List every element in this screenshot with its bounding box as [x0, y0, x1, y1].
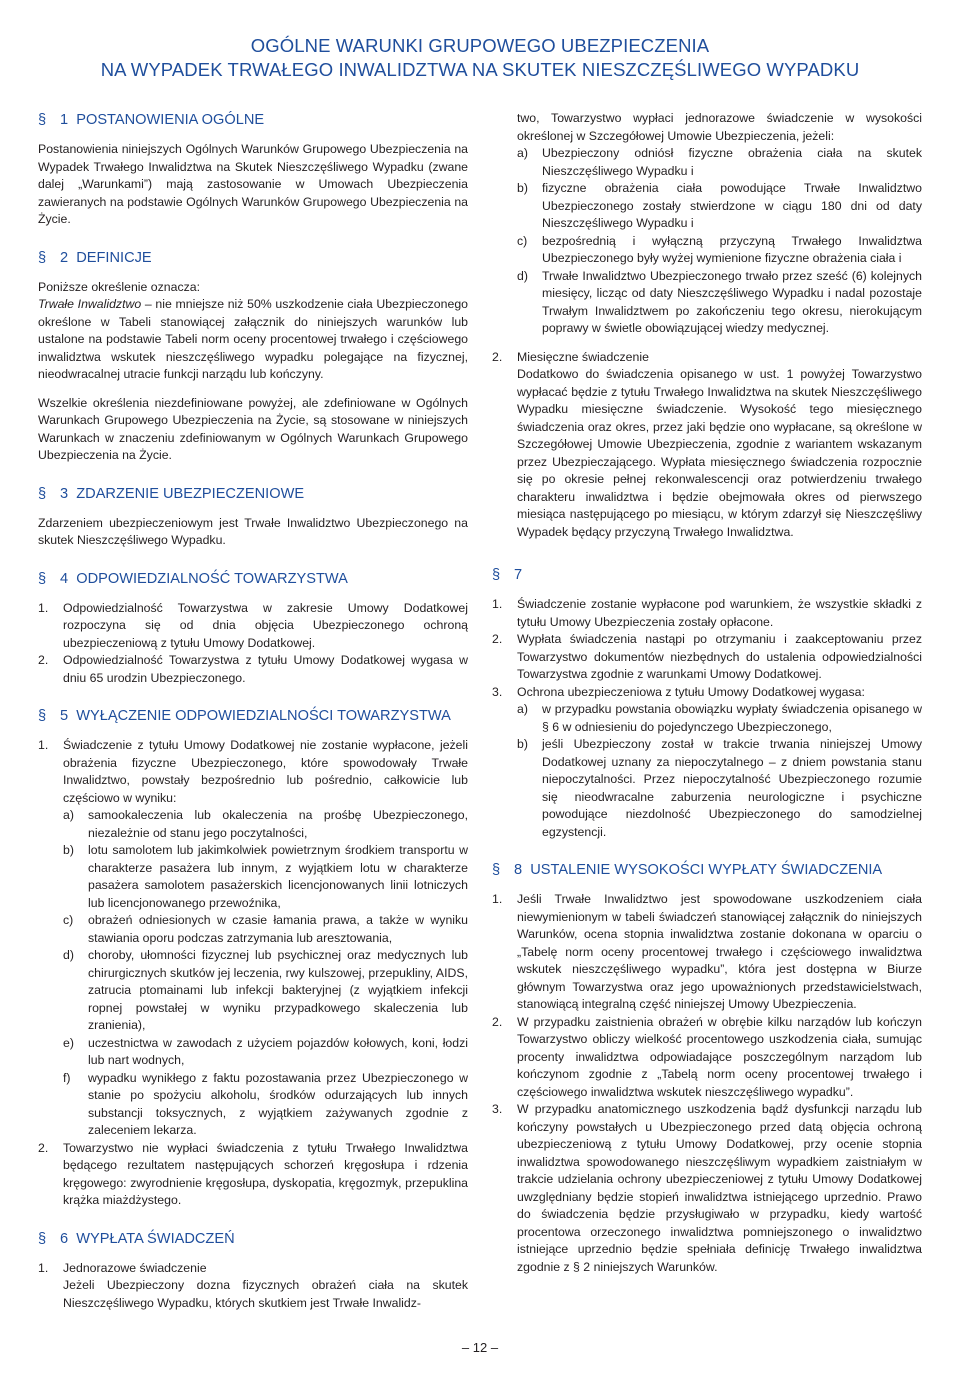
section-8-title: USTALENIE WYSOKOŚCI WYPŁATY ŚWIADCZENIA	[530, 862, 883, 878]
section-5-heading	[38, 706, 468, 726]
sub-list-item: a) w przypadku powstania obowiązku wypłaty świadczenia opisanego w § 6 w odniesieniu do pojedynczego Ubezpieczonego,	[517, 702, 922, 734]
section-5-number: 5	[60, 708, 69, 724]
sub-list-item: d) choroby, ułomności fizycznej lub psychicznej oraz medycznych lub chirurgicznych skutków jej leczenia, rwy kulszowej, przepukliny, AIDS, zatrucia ptomainami lub infekcji bakteryjnej (z wyjątkiem infekcji ropnej powstałej w wyniku przypadkowego skaleczenia lub zranienia),	[63, 948, 468, 1032]
list-item: 1. Odpowiedzialność Towarzystwa w zakresie Umowy Dodatkowej rozpoczyna się od dnia objęcia Ubezpieczonego ochroną ubezpieczeniową z tytułu Umowy Dodatkowej.	[38, 600, 468, 650]
section-symbol: §	[492, 862, 501, 878]
list-item: 2. Towarzystwo nie wypłaci świadczenia z tytułu Trwałego Inwalidztwa będącego rezultatem następujących schorzeń kręgosłupa i rdzenia kręgowego: zwyrodnienie kręgosłupa, dyskopatia, kręgozmyk, przepuklina krążka miażdżystego.	[38, 1140, 468, 1207]
page-number: – 12 –	[461, 1340, 499, 1355]
definition-text: – nie mniejsze niż 50% uszkodzenie ciała Ubezpieczonego określone w Tabeli stanowiącej załącznik do niniejszych warunków lub ustalone na podstawie Tabeli norm oceny procentowej trwałego i częściowego inwalidztwa wskutek nieszczęśliwego wypadku polegające na fizycznej, nieodwracalnej utracie funkcji narządu lub kończyny.	[38, 297, 468, 381]
section-4-heading	[38, 569, 468, 589]
sub-list-item: a) samookaleczenia lub okaleczenia na prośbę Ubezpieczonego, niezależnie od stanu jego poczytalności,	[63, 808, 468, 840]
section-6-item-1-text-end: two, Towarzystwo wypłaci jednorazowe świadczenie w wysokości określonej w Szczegółowej Umowie Ubezpieczenia, jeżeli:	[517, 111, 922, 143]
list-item: 1. Świadczenie zostanie wypłacone pod warunkiem, że wszystkie składki z tytułu Umowy Ubezpieczenia zostały opłacone.	[492, 597, 922, 629]
list-item: 1. Jednorazowe świadczenie	[38, 1260, 207, 1275]
list-item: 1. Świadczenie z tytułu Umowy Dodatkowej nie zostanie wypłacone, jeżeli obrażenia fizyczne Ubezpieczonego, które spowodowały Trwałe Inwalidztwo, powstały bezpośrednio lub pośrednio, całkowicie lub częściowo w wyniku:	[38, 738, 468, 805]
list-item: 2. Miesięczne świadczenie	[492, 349, 649, 364]
section-2-intro: Poniższe określenie oznacza:	[38, 279, 200, 294]
section-6-number: 6	[60, 1230, 69, 1247]
section-5-title: WYŁĄCZENIE ODPOWIEDZIALNOŚCI TOWARZYSTWA	[76, 708, 451, 724]
document-title-line-1: OGÓLNE WARUNKI GRUPOWEGO UBEZPIECZENIA	[250, 35, 710, 56]
section-8-heading	[492, 860, 922, 880]
section-symbol: §	[492, 567, 501, 583]
list-item: 2. Wypłata świadczenia nastąpi po otrzymaniu i zaakceptowaniu przez Towarzystwo dokumentów niezbędnych do ustalenia odpowiedzialności Towarzystwa zgodnie z warunkami Umowy Dodatkowej.	[492, 632, 922, 681]
document-title	[0, 34, 960, 82]
section-2-text: Wszelkie określenia niezdefiniowane powyżej, ale zdefiniowane w Ogólnych Warunkach Grupowego Ubezpieczenia na Życie, są stosowane w niniejszych Warunkach w znaczeniu zdefiniowanym w Ogólnych Warunkach Grupowego Ubezpieczenia na Życie.	[38, 395, 468, 462]
section-3-title: ZDARZENIE UBEZPIECZENIOWE	[76, 485, 305, 502]
left-column	[38, 110, 468, 1312]
document-title-line-2: NA WYPADEK TRWAŁEGO INWALIDZTWA NA SKUTEK NIESZCZĘŚLIWEGO WYPADKU	[100, 59, 860, 80]
section-2-definition	[38, 296, 468, 384]
section-7-number: 7	[514, 567, 523, 583]
section-symbol: §	[38, 570, 47, 587]
section-symbol: §	[38, 112, 47, 128]
section-3-text: Zdarzeniem ubezpieczeniowym jest Trwałe Inwalidztwo Ubezpieczonego na skutek Nieszczęśliwego Wypadku.	[38, 515, 468, 547]
sub-list-item: d) Trwałe Inwalidztwo Ubezpieczonego trwało przez sześć (6) kolejnych miesięcy, licząc od daty Nieszczęśliwego Wypadku i nadal pozostaje Trwałym Inwalidztwem po zakończeniu tego okresu, nierokującym poprawy w świetle obowiązującej wiedzy medycznej.	[517, 268, 922, 335]
list-item: 3. W przypadku anatomicznego uszkodzenia bądź dysfunkcji narządu lub kończyny powstałych u Ubezpieczonego przed datą objęcia ochroną ubezpieczeniową z tytułu Umowy Dodatkowej, przy ocenie stopnia inwalidztwa spowodowanego nieszczęśliwym wypadkiem zaistniałym w trakcie udzielania ochrony ubezpieczeniowej z tytułu Umowy Dodatkowej uwzględniany będzie stopień inwalidztwa istniejącego uprzednio. Prawo do świadczenia będzie przysługiwało w przypadku, kiedy wartość procentowa orzeczonego inwalidztwa pomniejszonego o inwalidztwo istniejące uprzednio będzie spełniała definicję Trwałego inwalidztwa zgodnie z § 2 niniejszych Warunków.	[492, 1102, 922, 1274]
list-item: 2. W przypadku zaistnienia obrażeń w obrębie kilku narządów lub kończyn Towarzystwo obliczy wielkość procentowego uszkodzenia ciała, sumując procenty inwalidztwa odpowiadające poszczególnym narządom lub kończynom zgodnie z „Tabelą norm oceny procentowej trwałego i częściowego inwalidztwa wskutek nieszczęśliwego wypadku”.	[492, 1014, 922, 1099]
section-symbol: §	[38, 249, 47, 266]
sub-list-item: c) bezpośrednią i wyłączną przyczyną Trwałego Inwalidztwa Ubezpieczonego były wyżej wymienione fizyczne obrażenia ciała i	[517, 233, 922, 265]
section-2-heading	[38, 248, 468, 268]
sub-list-item: c) obrażeń odniesionych w czasie łamania prawa, a także w wyniku stawiania oporu podczas zatrzymania lub aresztowania,	[63, 913, 468, 945]
sub-list-item: b) lotu samolotem lub jakimkolwiek powietrznym środkiem transportu w charakterze pasażera lub innym, z wyjątkiem lotu w charakterze pasażera samolotem pasażerskich licencjonowanych linii lotniczych lub licencjonowanego przewoźnika,	[63, 843, 468, 910]
section-4-title: ODPOWIEDZIALNOŚĆ TOWARZYSTWA	[76, 570, 348, 587]
sub-list-item: b) jeśli Ubezpieczony został w trakcie trwania niniejszej Umowy Dodatkowej uznany za niepoczytalnego – z dniem powstania stanu niepoczytalności. Przez niepoczytalność Ubezpieczonego rozumie się nieodwracalne zaburzenia neurologiczne i psychiczne powodujące niezdolność Ubezpieczonego do samodzielnej egzystencji.	[517, 737, 922, 839]
section-symbol: §	[38, 1230, 47, 1247]
section-1-text: Postanowienia niniejszych Ogólnych Warunków Grupowego Ubezpieczenia na Wypadek Trwałego Inwalidztwa na Skutek Nieszczęśliwego Wypadku (zwane dalej „Warunkami”) mają zastosowanie w Umowach Ubezpieczenia zawieranych na podstawie Ogólnych Warunków Grupowego Ubezpieczenia na Życie.	[38, 142, 468, 226]
sub-list-item: f) wypadku wynikłego z faktu pozostawania przez Ubezpieczonego w stanie po spożyciu alkoholu, środków odurzających lub innych substancji toksycznych, z wyjątkiem zażywanych zgodnie z zaleceniem lekarza.	[63, 1070, 468, 1137]
section-1-number: 1	[60, 112, 69, 128]
section-6-title: WYPŁATA ŚWIADCZEŃ	[76, 1230, 235, 1247]
section-symbol: §	[38, 485, 47, 502]
right-column	[492, 110, 922, 1276]
section-7-heading	[492, 565, 922, 585]
list-item: 3. Ochrona ubezpieczeniowa z tytułu Umowy Dodatkowej wygasa:	[492, 684, 865, 699]
section-symbol: §	[38, 708, 47, 724]
section-6-heading	[38, 1229, 468, 1249]
section-1-heading	[38, 110, 468, 130]
defined-term: Trwałe Inwalidztwo	[38, 297, 142, 311]
section-3-number: 3	[60, 485, 69, 502]
section-4-number: 4	[60, 570, 69, 587]
sub-list-item: a) Ubezpieczony odniósł fizyczne obrażenia ciała na skutek Nieszczęśliwego Wypadku i	[517, 146, 922, 178]
sub-list-item: e) uczestnictwa w zawodach z użyciem pojazdów kołowych, koni, łodzi lub nart wodnych,	[63, 1035, 468, 1067]
section-1-title: POSTANOWIENIA OGÓLNE	[76, 112, 265, 128]
section-6-item-2-text: Dodatkowo do świadczenia opisanego w ust. 1 powyżej Towarzystwo wypłacać będzie z tytułu Trwałego Inwalidztwa na skutek Nieszczęśliwego Wypadku miesięczne świadczenie. Wysokość tego miesięcznego świadczenia oraz okres, przez jaki będzie ono wypłacane, są określone w Szczegółowej Umowie Ubezpieczenia, zgodnie z wariantem wskazanym przez Ubezpieczającego. Wypłata miesięcznego świadczenia rozpocznie się po okresie pełnej rekonwalescencji oraz potwierdzeniu trwałego charakteru inwalidztwa i będzie obejmowała okres od pierwszego miesiąca następującego po miesiącu, w którym zdarzył się Nieszczęśliwy Wypadek będący przyczyną Trwałego Inwalidztwa.	[517, 367, 922, 539]
sub-list-item: b) fizyczne obrażenia ciała powodujące Trwałe Inwalidztwo Ubezpieczonego zostały stwierdzone w ciągu 180 dni od daty Nieszczęśliwego Wypadku i	[517, 181, 922, 230]
list-item: 1. Jeśli Trwałe Inwalidztwo jest spowodowane uszkodzeniem ciała niewymienionym w tabeli świadczeń stanowiącej załącznik do niniejszych Warunków, ocena stopnia inwalidztwa zostanie dokonana w oparciu o „Tabelę norm oceny procentowej trwałego i częściowego inwalidztwa wskutek nieszczęśliwego wypadku”, która jest dostępna w Biurze głównym Towarzystwa oraz jego upoważnionych przedstawicielstwach, stanowiącą integralną część niniejszej Umowy Ubezpieczenia.	[492, 892, 922, 1011]
section-6-item-1-text-start: Jeżeli Ubezpieczony dozna fizycznych obrażeń ciała na skutek Nieszczęśliwego Wypadku, których skutkiem jest Trwałe Inwalidz-	[63, 1278, 468, 1310]
section-3-heading	[38, 484, 468, 504]
section-2-title: DEFINICJE	[76, 249, 152, 266]
section-2-number: 2	[60, 249, 69, 266]
list-item: 2. Odpowiedzialność Towarzystwa z tytułu Umowy Dodatkowej wygasa w dniu 65 urodzin Ubezpieczonego.	[38, 653, 468, 685]
section-8-number: 8	[514, 862, 523, 878]
